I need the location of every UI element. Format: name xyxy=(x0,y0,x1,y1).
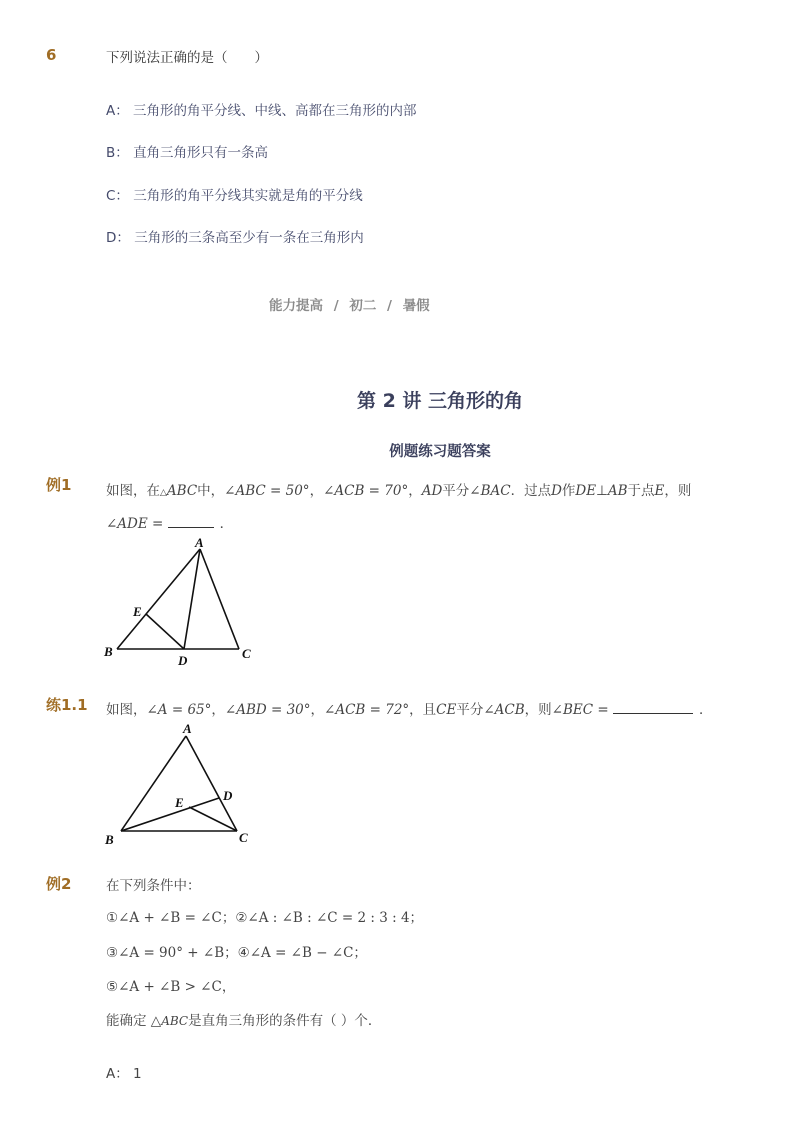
breadcrumb xyxy=(269,294,430,314)
segment-de xyxy=(146,614,184,649)
math: ∠ADE = xyxy=(106,516,168,532)
option-text: 直角三角形只有一条高 xyxy=(133,145,269,161)
text: 平分 xyxy=(442,483,470,499)
triangle-figure-1 xyxy=(100,532,260,672)
option-letter: A： xyxy=(106,103,129,119)
condition-line-3: ⑤∠A + ∠B > ∠C， xyxy=(106,979,236,995)
math: ABC xyxy=(161,1014,189,1028)
text: 如图，在 xyxy=(106,483,160,499)
example-label: 例2 xyxy=(46,875,72,893)
math: AD xyxy=(421,483,443,499)
segment-ac xyxy=(200,549,239,649)
text: ． xyxy=(698,702,713,718)
vertex-label-e: E xyxy=(175,795,184,810)
vertex-label-a: A xyxy=(183,721,192,736)
breadcrumb-term: 暑假 xyxy=(402,298,430,314)
text: 如图， xyxy=(106,702,147,718)
text: 中， xyxy=(197,483,225,499)
page-title: 第 2 讲 三角形的角 xyxy=(356,390,524,412)
text: ，且 xyxy=(409,702,437,718)
option-d[interactable] xyxy=(106,226,364,246)
section-subtitle: 例题练习题答案 xyxy=(389,444,491,460)
math: ∠BEC = xyxy=(551,702,613,718)
example-label: 例1 xyxy=(46,476,72,494)
text: ，则 xyxy=(524,702,552,718)
math: ∠ACB = 70° xyxy=(323,483,409,499)
text: ， xyxy=(309,483,324,499)
text: 于点 xyxy=(627,483,655,499)
text: ，则 xyxy=(664,483,692,499)
option-b[interactable] xyxy=(106,141,268,161)
option-c[interactable] xyxy=(106,184,363,204)
question-stem: 下列说法正确的是（ ） xyxy=(106,50,268,66)
text: 作 xyxy=(561,483,576,499)
math: CE xyxy=(436,702,457,718)
breadcrumb-separator: / xyxy=(387,298,392,314)
math: ⊥ xyxy=(596,483,608,499)
math: ∠ACB xyxy=(483,702,525,718)
math: ∠ABC = 50° xyxy=(224,483,310,499)
text: 平分 xyxy=(456,702,484,718)
segment-ab xyxy=(121,736,186,831)
math: E xyxy=(654,483,665,499)
option-text: 三角形的角平分线其实就是角的平分线 xyxy=(133,188,363,204)
example-intro: 在下列条件中： xyxy=(106,878,201,894)
option-letter: D： xyxy=(106,230,130,246)
breadcrumb-grade: 初二 xyxy=(349,298,377,314)
math: DE xyxy=(575,483,597,499)
vertex-label-a: A xyxy=(195,535,204,550)
option-text: 三角形的角平分线、中线、高都在三角形的内部 xyxy=(133,103,417,119)
vertex-label-c: C xyxy=(242,646,251,661)
math: ABC xyxy=(166,483,198,499)
text: ， xyxy=(211,702,225,718)
segment-ab xyxy=(117,549,200,649)
math: ∠ACB = 72° xyxy=(324,702,410,718)
triangle-symbol: △ xyxy=(160,488,167,498)
answer-blank[interactable] xyxy=(613,713,693,714)
option-text: 1 xyxy=(133,1066,142,1082)
option-letter: B： xyxy=(106,145,129,161)
practice-text xyxy=(106,698,712,718)
breadcrumb-level: 能力提高 xyxy=(269,298,323,314)
vertex-label-b: B xyxy=(105,832,114,847)
text: ， xyxy=(310,702,325,718)
vertex-label-b: B xyxy=(104,644,113,659)
segment-ad xyxy=(184,549,200,649)
math: ∠BAC xyxy=(469,483,511,499)
text: ． xyxy=(219,516,234,532)
option-a[interactable] xyxy=(106,99,417,119)
condition-line-1: ①∠A + ∠B = ∠C；②∠A : ∠B : ∠C = 2 : 3 : 4； xyxy=(106,910,424,926)
question-number: 6 xyxy=(46,46,57,64)
option-letter: C： xyxy=(106,188,129,204)
math: ∠A = 65° xyxy=(146,702,212,718)
triangle-figure-2 xyxy=(100,718,260,853)
vertex-label-d: D xyxy=(178,653,188,668)
breadcrumb-separator: / xyxy=(333,298,339,314)
option-a[interactable] xyxy=(106,1062,142,1082)
math: AB xyxy=(607,483,628,499)
vertex-label-d: D xyxy=(223,788,233,803)
segment-ac xyxy=(186,736,237,831)
text: 是直角三角形的条件有（ ）个． xyxy=(188,1013,382,1029)
example-question xyxy=(106,1009,381,1029)
practice-label: 练1.1 xyxy=(46,696,88,714)
option-letter: A： xyxy=(106,1066,129,1082)
answer-blank[interactable] xyxy=(168,527,214,528)
option-text: 三角形的三条高至少有一条在三角形内 xyxy=(134,230,364,246)
vertex-label-e: E xyxy=(133,604,142,619)
text: ， xyxy=(408,483,422,499)
example-text xyxy=(106,479,691,499)
example-text-line2 xyxy=(106,512,233,532)
math: ∠ABD = 30° xyxy=(224,702,311,718)
condition-line-2: ③∠A = 90° + ∠B；④∠A = ∠B − ∠C； xyxy=(106,945,367,961)
vertex-label-c: C xyxy=(239,830,248,845)
text: 能确定 △ xyxy=(106,1013,162,1029)
math: D xyxy=(551,483,562,499)
text: ．过点 xyxy=(510,483,552,499)
